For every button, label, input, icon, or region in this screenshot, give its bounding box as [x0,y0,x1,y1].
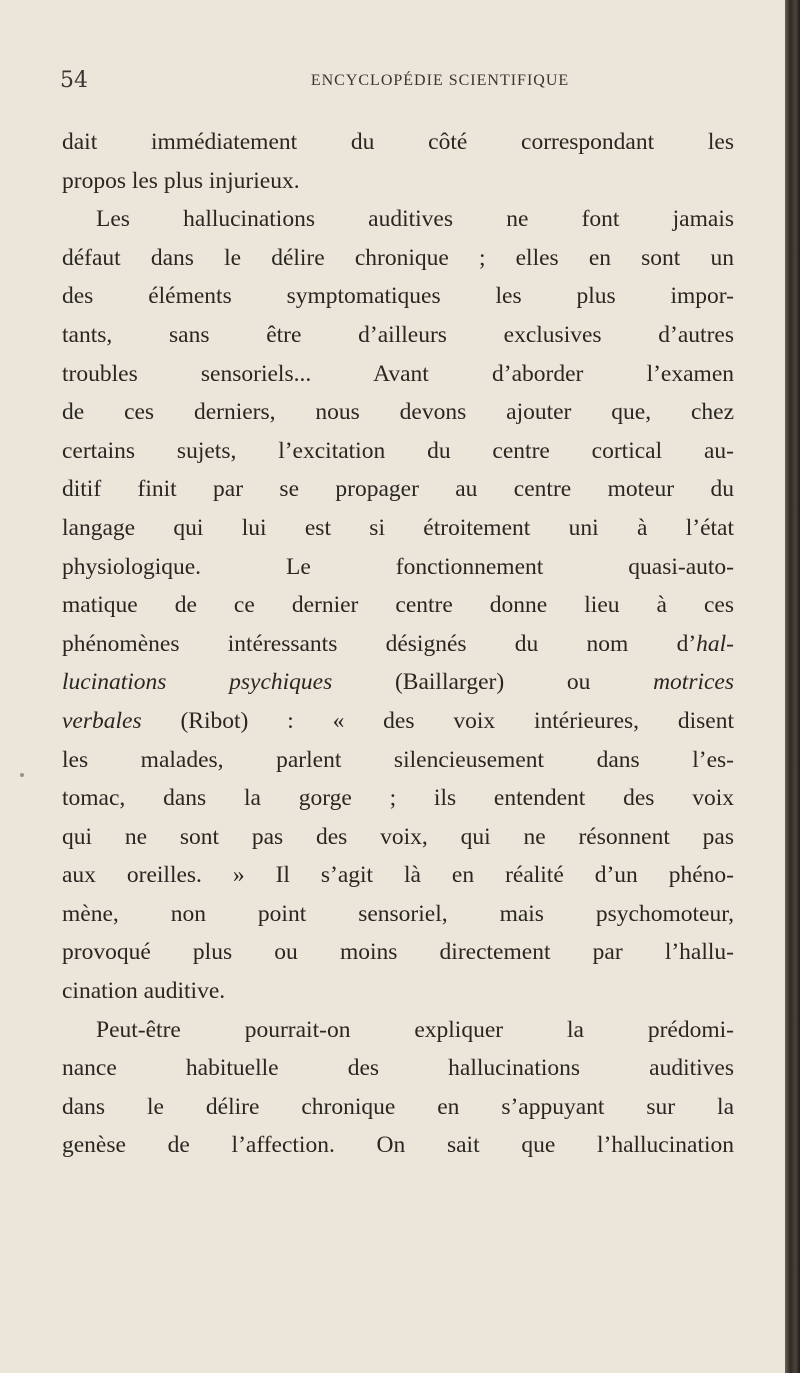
text-line: certains sujets, l’excitation du centre cortical au- [62,437,734,464]
text-segment: (Baillarger) ou [332,669,654,696]
book-spine-edge [785,0,800,1373]
text-line: des éléments symptomatiques les plus impor- [62,283,734,310]
text-line: matique de ce dernier centre donne lieu à ces [62,592,734,619]
text-line: genèse de l’affection. On sait que l’hallucination [62,1132,734,1159]
text-line: ditif finit par se propager au centre moteur du [62,476,734,503]
body-text [62,123,734,1165]
paragraph-start-line: Peut-être pourrait-on expliquer la prédomi- [96,1016,734,1043]
text-line: physiologique. Le fonctionnement quasi-auto- [62,553,734,580]
text-line: les malades, parlent silencieusement dans l’es- [62,746,734,773]
text-line: qui ne sont pas des voix, qui ne résonnent pas [62,823,734,850]
text-line: défaut dans le délire chronique ; elles en sont un [62,244,734,271]
text-line: cination auditive. [62,978,226,1005]
italic-term: motrices [653,669,734,696]
italic-term: hal- [696,630,734,657]
text-line: propos les plus injurieux. [62,167,300,194]
text-line: de ces derniers, nous devons ajouter que, chez [62,399,734,426]
text-line: langage qui lui est si étroitement uni à l’état [62,514,734,541]
text-line: troubles sensoriels... Avant d’aborder l’examen [62,360,734,387]
page-header [60,68,740,108]
page-number: 54 [60,68,88,93]
text-line: tants, sans être d’ailleurs exclusives d’autres [62,321,734,348]
text-line: nance habituelle des hallucinations auditives [62,1055,734,1082]
italic-term: verbales [62,707,142,734]
text-line: aux oreilles. » Il s’agit là en réalité d’un phéno- [62,862,734,889]
paper-speck [20,773,24,777]
text-line [62,702,734,741]
paragraph-start-line: Les hallucinations auditives ne font jamais [96,206,734,233]
italic-term: lucinations psychiques [62,669,333,696]
text-line [62,625,734,664]
text-line: mène, non point sensoriel, mais psychomoteur, [62,900,734,927]
text-line [62,663,734,702]
running-head: ENCYCLOPÉDIE SCIENTIFIQUE [310,72,570,89]
text-segment: phénomènes intéressants désignés du nom d’ [62,630,697,657]
text-segment: (Ribot) : « des voix intérieures, disent [141,707,734,734]
text-line: provoqué plus ou moins directement par l’hallu- [62,939,734,966]
text-line: tomac, dans la gorge ; ils entendent des voix [62,785,734,812]
text-line: dans le délire chronique en s’appuyant sur la [62,1093,734,1120]
text-line: dait immédiatement du côté correspondant les [62,129,734,155]
